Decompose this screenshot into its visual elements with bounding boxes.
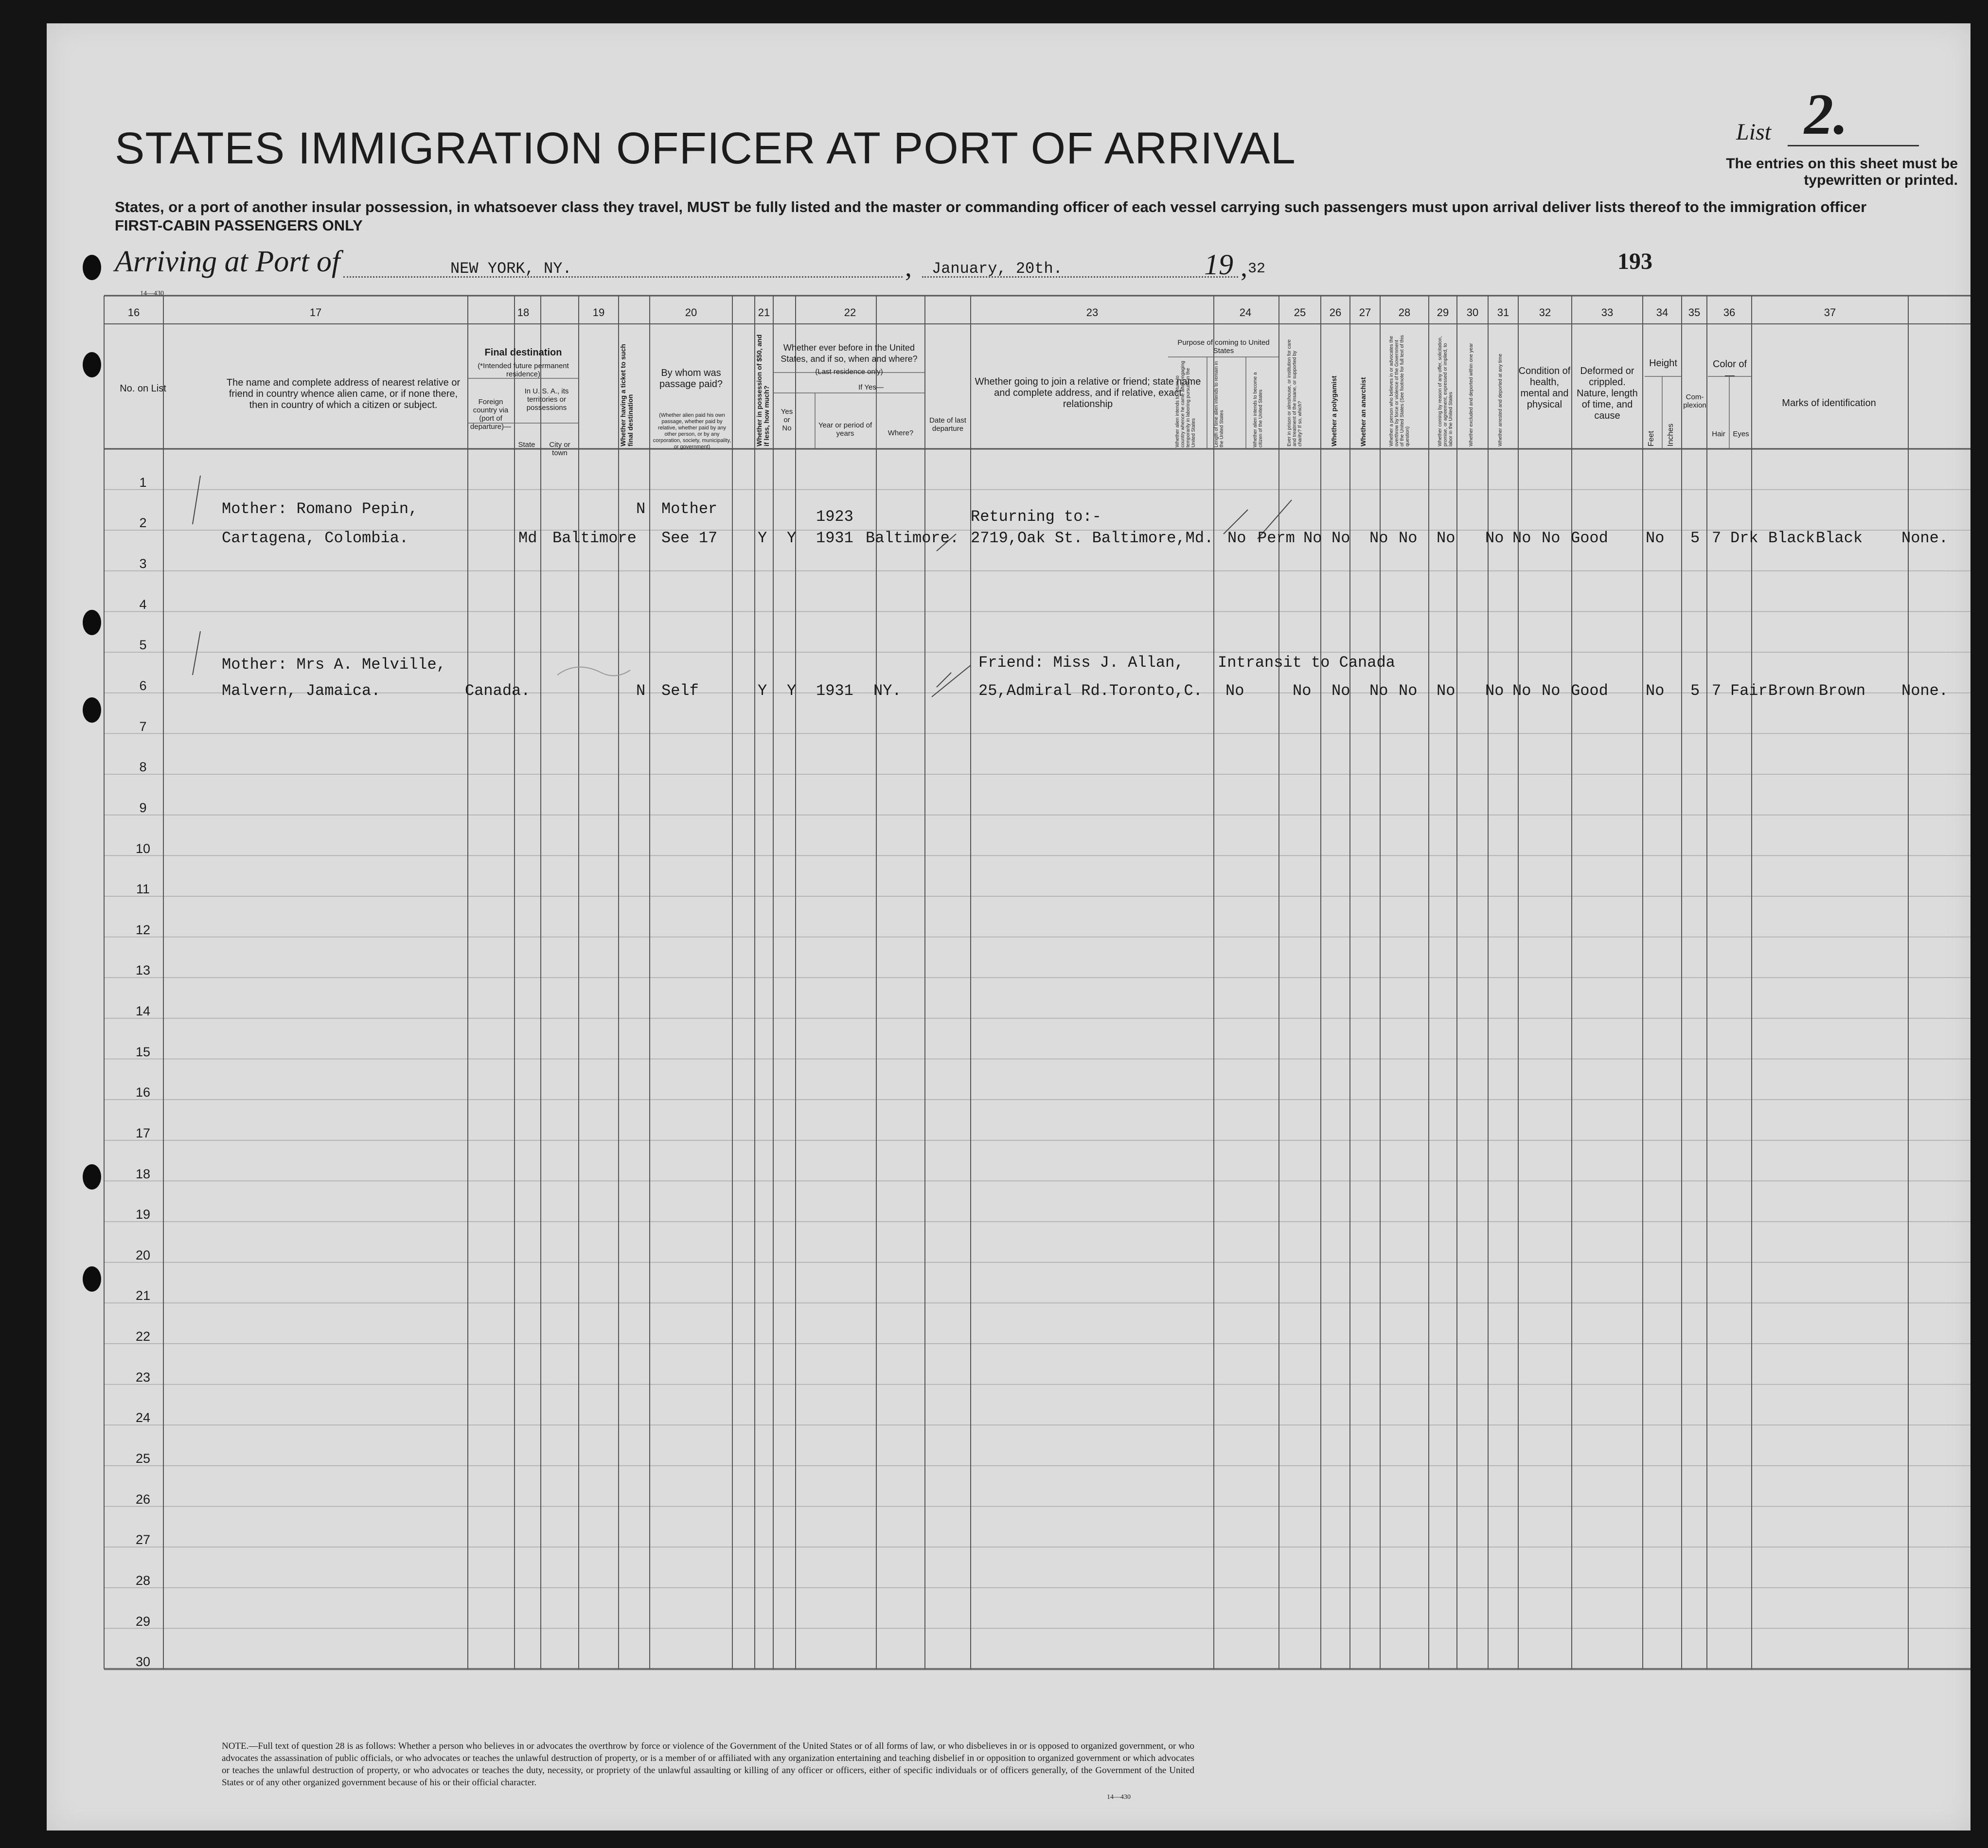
comma: , (1241, 252, 1247, 283)
header-purpose-return: Whether alien intends to return to country whence he came after engaging temporarily in laboring pursuits in the United States (1175, 361, 1196, 447)
entry2-relative-line2: Malvern, Jamaica. (222, 682, 381, 700)
header-fifty-dollars: Whether in possession of $50, and if less, how much? (755, 334, 770, 446)
year-suffix: 32 (1248, 261, 1266, 277)
entry2-join-line1: Friend: Miss J. Allan, (978, 654, 1184, 672)
header-passage-paid: By whom was passage paid? (659, 368, 723, 390)
form-number: 14—430 (140, 290, 164, 297)
entry2-c27: No (1399, 682, 1418, 700)
entry2-foreign: Canada. (465, 682, 531, 700)
entry1-hair: Black (1768, 529, 1815, 547)
header-purpose: Purpose of coming to United States (1177, 338, 1270, 355)
entry1-paid-line2: See 17 (661, 529, 718, 547)
header-last-departure: Date of last departure (929, 416, 966, 433)
header-if-yes: If Yes— (858, 383, 884, 391)
header-join-relative: Whether going to join a relative or friend; state name and complete address, and if relative, exact relationship (975, 376, 1201, 409)
row-number: 13 (135, 963, 151, 978)
column-number: 18 (517, 306, 530, 319)
entry1-feet: 5 (1690, 529, 1700, 547)
row-number: 3 (139, 556, 147, 571)
header-color-of: Color of— (1712, 359, 1747, 381)
header-usa: In U. S. A., its territories or possessions (524, 387, 569, 412)
header-purpose-citizen: Whether alien intends to become a citizen of the United States (1253, 372, 1263, 447)
entry2-paid-line2: Self (661, 682, 699, 700)
list-number: 2. (1804, 82, 1848, 146)
row-number: 15 (135, 1044, 151, 1059)
entry2-marks: None. (1901, 682, 1949, 700)
column-number: 16 (127, 306, 140, 319)
header-inches: Inches (1667, 423, 1675, 446)
header-final-destination-note: (*Intended future permanent residence) (478, 362, 569, 378)
entry1-ticket: N (636, 500, 646, 518)
port-line (343, 276, 903, 278)
header-labor-offer: Whether coming by reason of any offer, solicitation, promise, or agreement, expressed or implied, to labor in the United States (1438, 336, 1454, 446)
entry1-join-line2: 2719,Oak St. Baltimore,Md. (971, 529, 1214, 547)
entry2-relative-line1: Mother: Mrs A. Melville, (222, 656, 446, 674)
column-number: 24 (1239, 306, 1252, 319)
footnote: NOTE.—Full text of question 28 is as follows: Whether a person who believes in or advocates the overthrow by force or violence of the Government of the United States or of all forms of law, or who disbelieves in or is opposed to organized government, or who advocates the assassination of public officials, or who advocates or teaches the unlawful destruction of property, or is a member of or affiliated with any organization entertaining and teaching disbelief in or opposition to organized government or which advocates or teaches the unlawful destruction of property, or who advocates or teaches the duty, necessity, or propriety of the unlawful assaulting or killing of any officer or officers, either of specific individuals or of officers generally, of the Government of the United States or of any other organized government because of his or their official character. (222, 1741, 1194, 1788)
punch-hole (83, 255, 101, 280)
row-number: 21 (135, 1288, 151, 1303)
header-purpose-length: Length of time alien intends to remain in the United States (1214, 361, 1225, 447)
manifest-page (47, 23, 1970, 1830)
row-number: 22 (135, 1329, 151, 1344)
column-number: 37 (1824, 306, 1836, 319)
header-ever-before: Whether ever before in the United States, and if so, when and where? (781, 343, 918, 364)
entry1-join-line1: Returning to:- (971, 508, 1101, 526)
year-printed: 193 (1617, 249, 1652, 274)
entry2-c29: No (1485, 682, 1504, 700)
entry2-eyes: Brown (1819, 682, 1866, 700)
entry1-complexion: Drk (1730, 529, 1758, 547)
entry1-c30: No (1512, 529, 1531, 547)
date-value: January, 20th. (932, 260, 1063, 278)
column-number: 35 (1688, 306, 1701, 319)
entry2-inches: 7 (1712, 682, 1722, 700)
row-number: 10 (135, 841, 151, 856)
table-grid (47, 23, 1970, 1830)
row-number: 5 (139, 638, 147, 653)
row-number: 30 (135, 1654, 151, 1670)
entry2-purpose-a: No (1225, 682, 1244, 700)
entry2-join-line2: 25,Admiral Rd.Toronto,C. (978, 682, 1203, 700)
column-number: 22 (844, 306, 856, 319)
punch-hole (83, 1164, 101, 1190)
entry1-purpose-b: Perm (1258, 529, 1295, 547)
column-number: 21 (758, 306, 770, 319)
entry1-eyes: Black (1816, 529, 1863, 547)
entry1-c26: No (1369, 529, 1388, 547)
entry1-purpose-c: No (1303, 529, 1322, 547)
row-number: 16 (135, 1085, 151, 1100)
header-relative: The name and complete address of nearest relative or friend in country whence alien came, or if none there, then in country of which a citizen or subject. (226, 377, 461, 410)
header-prison: Ever in prison or almshouse, or institution for care and treatment of the insane, or supported by charity? If so, which? (1287, 339, 1303, 446)
entry2-c30: No (1512, 682, 1531, 700)
entry2-health: Good (1571, 682, 1608, 700)
column-number: 23 (1086, 306, 1099, 319)
entry2-c31: No (1542, 682, 1561, 700)
entry1-relative-line1: Mother: Romano Pepin, (222, 500, 418, 518)
row-number: 29 (135, 1614, 151, 1629)
entry1-c25: No (1331, 529, 1350, 547)
entry2-year-line2: 1931 (816, 682, 853, 700)
row-number: 12 (135, 922, 151, 937)
header-ticket: Whether having a ticket to such final destination (619, 344, 634, 446)
entry1-year-line2: 1931 (816, 529, 853, 547)
entry2-purpose-c: No (1293, 682, 1312, 700)
header-passage-paid-note: (Whether alien paid his own passage, whether paid by relative, whether paid by any other person, or by any corporation, society, municipality, or government) (653, 412, 731, 450)
list-note: The entries on this sheet must be typewritten or printed. (1726, 156, 1958, 188)
row-number: 27 (135, 1532, 151, 1547)
entry1-health: Good (1571, 529, 1608, 547)
entry1-c29: No (1485, 529, 1504, 547)
column-number: 32 (1539, 306, 1551, 319)
column-number: 36 (1723, 306, 1736, 319)
entry1-c28: No (1437, 529, 1456, 547)
entry2-c28: No (1437, 682, 1456, 700)
row-number: 18 (135, 1166, 151, 1181)
header-list-number: No. on List (120, 383, 166, 394)
header-foreign-country: Foreign country via (port of departure)— (470, 398, 512, 431)
entry2-transit: Intransit to Canada (1218, 654, 1395, 672)
column-number: 17 (309, 306, 322, 319)
row-number: 19 (135, 1207, 151, 1222)
punch-hole (83, 352, 101, 377)
column-number: 34 (1656, 306, 1668, 319)
column-number: 26 (1329, 306, 1342, 319)
column-number: 30 (1466, 306, 1479, 319)
header-excluded: Whether excluded and deported within one year (1469, 343, 1474, 446)
entry1-state: Md (518, 529, 537, 547)
entry2-fifty: Y (758, 682, 767, 700)
passenger-class: FIRST-CABIN PASSENGERS ONLY (115, 217, 363, 234)
row-number: 17 (135, 1125, 151, 1140)
column-number: 29 (1437, 306, 1449, 319)
row-number: 25 (135, 1451, 151, 1466)
row-number: 2 (139, 515, 147, 531)
entry1-purpose-a: No (1227, 529, 1246, 547)
entry1-marks: None. (1901, 529, 1949, 547)
entry1-inches: 7 (1712, 529, 1722, 547)
row-number: 11 (136, 882, 150, 897)
entry1-where: Baltimore. (866, 529, 959, 547)
entry1-c31: No (1542, 529, 1561, 547)
header-deformed: Deformed or crippled. Nature, length of time, and cause (1577, 366, 1638, 421)
header-overthrow: Whether a person who believes in or advocates the overthrow by force or violence of the Government of the United States (See footnote for full text of this question) (1389, 335, 1410, 446)
header-last-residence: (Last residence only) (815, 368, 883, 376)
header-yes-no: Yes or No (781, 408, 793, 432)
header-feet: Feet (1647, 430, 1655, 446)
row-number: 20 (135, 1247, 151, 1262)
header-eyes: Eyes (1733, 430, 1749, 438)
row-number: 7 (139, 719, 147, 734)
header-polygamist: Whether a polygamist (1330, 375, 1338, 446)
header-final-destination: Final destination (484, 347, 562, 358)
header-hair: Hair (1712, 430, 1725, 438)
column-number: 25 (1294, 306, 1306, 319)
row-number: 9 (139, 800, 147, 815)
arriving-label: Arriving at Port of (115, 245, 340, 278)
entry2-where: NY. (873, 682, 902, 700)
entry2-hair: Brown (1768, 682, 1815, 700)
entry2-feet: 5 (1690, 682, 1700, 700)
row-number: 14 (135, 1004, 151, 1019)
entry2-c26: No (1369, 682, 1388, 700)
entry2-complexion: Fair (1730, 682, 1768, 700)
punch-hole (83, 1266, 101, 1292)
column-number: 19 (592, 306, 605, 319)
row-number: 24 (135, 1410, 151, 1425)
header-height: Height (1649, 358, 1677, 369)
punch-hole (83, 610, 101, 635)
port-value: NEW YORK, NY. (450, 260, 572, 278)
entry1-before: Y (787, 529, 797, 547)
entry1-paid-line1: Mother (661, 500, 718, 518)
entry2-ticket: N (636, 682, 646, 700)
column-number: 20 (685, 306, 697, 319)
entry1-city: Baltimore (552, 529, 637, 547)
header-year: Year or period of years (818, 421, 872, 438)
header-anarchist: Whether an anarchist (1359, 377, 1367, 446)
page-subtitle: States, or a port of another insular possession, in whatsoever class they travel, MUST be fully listed and the master or commanding officer of each vessel carrying such passengers must upon arrival deliver lists thereof to the immigration officer (115, 198, 1867, 215)
row-number: 8 (139, 760, 147, 775)
header-where: Where? (888, 429, 914, 437)
row-number: 26 (135, 1492, 151, 1507)
row-number: 6 (139, 678, 147, 693)
header-state: State (518, 441, 535, 449)
row-number: 23 (135, 1369, 151, 1385)
list-underline (1788, 145, 1919, 146)
footnote-form-number: 14—430 (1107, 1794, 1131, 1801)
row-number: 28 (135, 1573, 151, 1588)
header-health: Condition of health, mental and physical (1518, 366, 1571, 410)
entry1-fifty: Y (758, 529, 767, 547)
column-number: 28 (1398, 306, 1411, 319)
comma: , (905, 252, 912, 283)
entry2-deformed: No (1646, 682, 1665, 700)
header-complexion: Com-plexion (1683, 393, 1706, 409)
entry2-before: Y (787, 682, 797, 700)
column-number: 27 (1359, 306, 1371, 319)
header-city: City or town (549, 441, 570, 457)
row-number: 4 (139, 597, 147, 612)
entry1-deformed: No (1646, 529, 1665, 547)
punch-hole (83, 697, 101, 723)
year-prefix: 19 (1204, 249, 1233, 281)
column-number: 31 (1497, 306, 1509, 319)
entry1-year-line1: 1923 (816, 508, 853, 526)
entry1-relative-line2: Cartagena, Colombia. (222, 529, 409, 547)
column-number: 33 (1601, 306, 1614, 319)
list-label: List (1736, 119, 1772, 145)
header-arrested: Whether arrested and deported at any time (1498, 354, 1503, 446)
row-number: 1 (139, 475, 147, 490)
header-marks: Marks of identification (1782, 398, 1876, 409)
page-title: STATES IMMIGRATION OFFICER AT PORT OF ARRIVAL (115, 124, 1296, 173)
entry1-c27: No (1399, 529, 1418, 547)
entry2-c25: No (1331, 682, 1350, 700)
